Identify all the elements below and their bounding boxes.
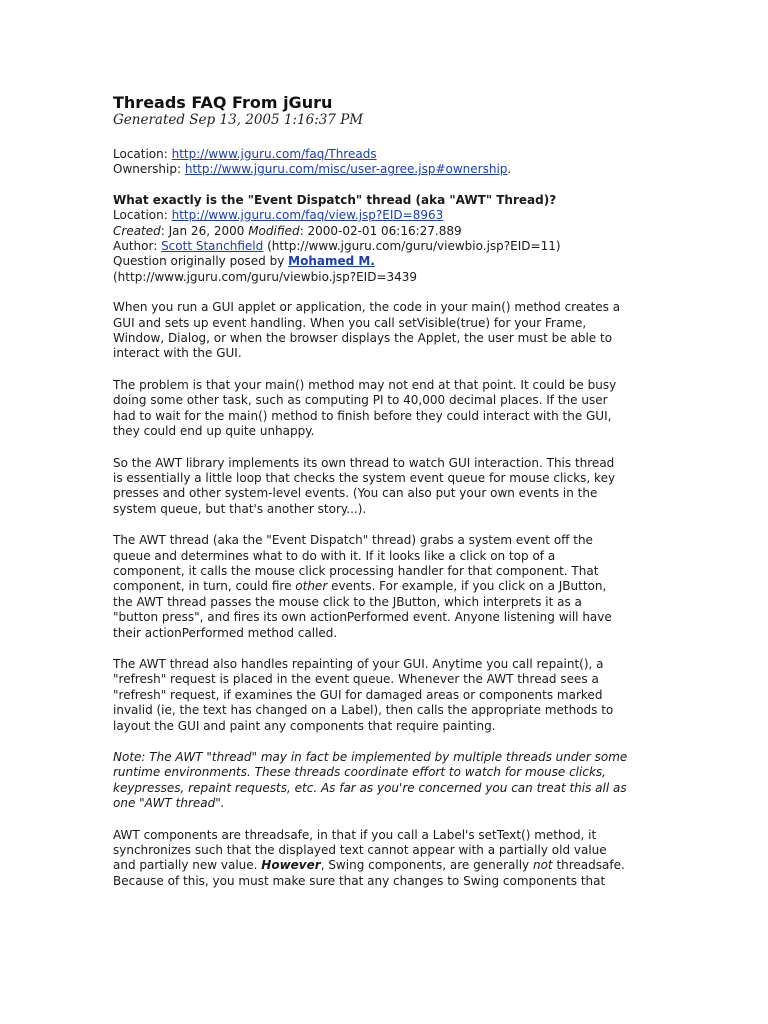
faq-location: Location: http://www.jguru.com/faq/Threads xyxy=(113,147,377,161)
faq-ownership: Ownership: http://www.jguru.com/misc/user-agree.jsp#ownership. xyxy=(113,162,512,177)
page-title: Threads FAQ From jGuru xyxy=(113,93,333,112)
author-link[interactable]: Scott Stanchfield xyxy=(161,239,264,254)
faq-location-link[interactable]: http://www.jguru.com/faq/Threads xyxy=(171,147,377,161)
paragraph-2: The problem is that your main() method may not end at that point. It could be busy doing some other task, such as computing PI to 40,000 decimal places. If the user had to wait for the main() method to finish before they could interact with the GUI, they could end up quite unhappy. xyxy=(113,377,617,439)
paragraph-4: The AWT thread (aka the "Event Dispatch" thread) grabs a system event off the queue and determines what to do with it. If it looks like a click on top of a component, it calls the mouse click processing handler for that component. That component, in turn, could fire other events. For example, if you click on a JButton, the AWT thread passes the mouse click to the JButton, which interprets it as a "button press", and fires its own actionPerformed event. Anyone listening will have their actionPerformed method called. xyxy=(113,533,612,640)
note-paragraph: Note: The AWT "thread" may in fact be implemented by multiple threads under some runtime environments. These threads coordinate effort to watch for mouse clicks, keypresses, repaint requests, etc. As far as you're concerned you can treat this all as one "AWT thread". xyxy=(113,750,628,811)
question-author: Author: Scott Stanchfield (http://www.jguru.com/guru/viewbio.jsp?EID=11) xyxy=(113,239,561,254)
spacer xyxy=(113,178,648,193)
generated-date: Generated Sep 13, 2005 1:16:37 PM xyxy=(113,112,364,128)
question-title: What exactly is the "Event Dispatch" thread (aka "AWT" Thread)? xyxy=(113,192,557,207)
paragraph-3: So the AWT library implements its own thread to watch GUI interaction. This thread is essentially a little loop that checks the system event queue for mouse clicks, key presses and other system-level events. (You can also put your own events in the system queue, but that's another story...). xyxy=(113,455,616,516)
question-poser-url: (http://www.jguru.com/guru/viewbio.jsp?EID=3439 xyxy=(113,269,418,284)
document-content xyxy=(113,93,648,905)
paragraph-6: AWT components are threadsafe, in that if you call a Label's setText() method, it synchronizes such that the displayed text cannot appear with a partially old value and partially new value. However, Swing components, are generally not threadsafe. Because of this, you must make sure that any changes to Swing components that xyxy=(113,827,625,888)
question-location: Location: http://www.jguru.com/faq/view.jsp?EID=8963 xyxy=(113,208,444,223)
paragraph-5: The AWT thread also handles repainting of your GUI. Anytime you call repaint(), a "refresh" request is placed in the event queue. Whenever the AWT thread sees a "refresh" request, if examines the GUI for damaged areas or components marked invalid (ie, the text has changed on a Label), then calls the appropriate methods to layout the GUI and paint any components that require painting. xyxy=(113,656,614,733)
question-dates: Created: Jan 26, 2000 Modified: 2000-02-01 06:16:27.889 xyxy=(113,223,462,238)
paragraph-1: When you run a GUI applet or application, the code in your main() method creates a GUI and sets up event handling. When you call setVisible(true) for your Frame, Window, Dialog, or when the browser displays the Applet, the user must be able to interact with the GUI. xyxy=(113,300,621,361)
spacer xyxy=(113,285,648,300)
poser-link[interactable]: Mohamed M. xyxy=(288,254,375,269)
ownership-link[interactable]: http://www.jguru.com/misc/user-agree.jsp#ownership xyxy=(184,162,508,177)
question-location-link[interactable]: http://www.jguru.com/faq/view.jsp?EID=8963 xyxy=(171,208,444,223)
question-poser: Question originally posed by Mohamed M. xyxy=(113,254,375,269)
